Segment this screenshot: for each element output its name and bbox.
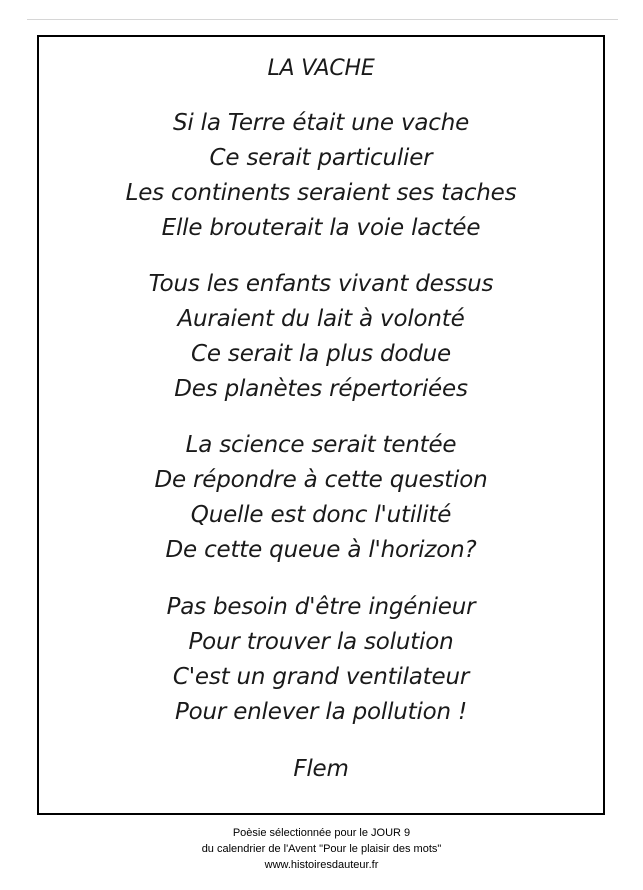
poem-line: Les continents seraient ses taches: [125, 180, 517, 206]
poem-line: Ce serait la plus dodue: [191, 341, 451, 367]
poem-line: Pas besoin d'être ingénieur: [166, 594, 476, 620]
poem-line: Tous les enfants vivant dessus: [148, 271, 494, 297]
poem-line: Elle brouterait la voie lactée: [161, 215, 481, 241]
poem-line: Pour enlever la pollution !: [174, 699, 468, 725]
stanza-1: [39, 106, 603, 246]
stanza-4: [39, 590, 603, 730]
poem-frame: [37, 35, 605, 815]
caption-line-calendar: du calendrier de l'Avent "Pour le plaisir des mots": [201, 843, 442, 855]
poem-signature: Flem: [293, 756, 349, 782]
caption-line-selection: Poèsie sélectionnée pour le JOUR 9: [232, 827, 411, 839]
caption: [0, 825, 643, 873]
caption-website-link[interactable]: www.histoiresdauteur.fr: [264, 859, 379, 871]
poem-line: C'est un grand ventilateur: [172, 664, 470, 690]
poem-line: De cette queue à l'horizon?: [165, 537, 477, 563]
poem-line: Des planètes répertoriées: [174, 376, 468, 402]
stanza-2: [39, 267, 603, 407]
poem-title: LA VACHE: [267, 56, 375, 81]
poem-line: De répondre à cette question: [154, 467, 488, 493]
poem-line: La science serait tentée: [185, 432, 457, 458]
poem-line: Auraient du lait à volonté: [177, 306, 465, 332]
poem-line: Pour trouver la solution: [188, 629, 454, 655]
top-divider: [27, 19, 618, 20]
stanza-3: [39, 428, 603, 568]
poem-line: Si la Terre était une vache: [172, 110, 470, 136]
poem-line: Quelle est donc l'utilité: [190, 502, 452, 528]
poem-line: Ce serait particulier: [209, 145, 433, 171]
